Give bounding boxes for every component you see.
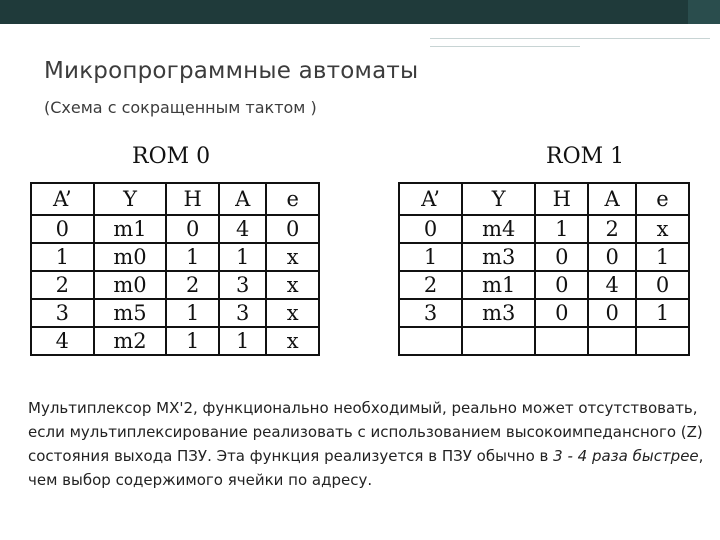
table-cell: 1 xyxy=(166,243,219,271)
table-cell: x xyxy=(266,243,319,271)
table-cell: 0 xyxy=(266,215,319,243)
table-cell: 1 xyxy=(399,243,462,271)
top-decorative-bar xyxy=(0,0,720,24)
table-cell: 0 xyxy=(399,215,462,243)
table-cell: 4 xyxy=(588,271,636,299)
column-header: H xyxy=(166,183,219,215)
table-cell: 1 xyxy=(219,327,266,355)
table-cell: 3 xyxy=(219,271,266,299)
paragraph-emphasis: 3 - 4 раза быстрее xyxy=(553,447,699,465)
column-header: A xyxy=(219,183,266,215)
table-cell: m0 xyxy=(94,243,167,271)
table-cell xyxy=(462,327,535,355)
table-cell: 2 xyxy=(588,215,636,243)
table-cell: m4 xyxy=(462,215,535,243)
table-row xyxy=(31,243,319,271)
table-cell: 1 xyxy=(636,299,689,327)
table-cell: 1 xyxy=(166,327,219,355)
table-row xyxy=(31,215,319,243)
decorative-rule xyxy=(430,46,580,47)
table-cell: 0 xyxy=(636,271,689,299)
table-cell: 2 xyxy=(166,271,219,299)
table-header-row xyxy=(31,183,319,215)
table-cell: m1 xyxy=(462,271,535,299)
table-cell: m3 xyxy=(462,243,535,271)
table-cell: 2 xyxy=(31,271,94,299)
column-header: Y xyxy=(94,183,167,215)
table-cell: 0 xyxy=(31,215,94,243)
table-cell: m0 xyxy=(94,271,167,299)
table-row xyxy=(399,215,689,243)
slide-subtitle: (Схема с сокращенным тактом ) xyxy=(44,98,317,117)
table-cell: m1 xyxy=(94,215,167,243)
table-cell: 4 xyxy=(31,327,94,355)
top-bar-accent xyxy=(688,0,720,24)
table-cell: 0 xyxy=(166,215,219,243)
table-cell: x xyxy=(266,271,319,299)
column-header: A xyxy=(588,183,636,215)
table-cell xyxy=(399,327,462,355)
table-cell xyxy=(535,327,588,355)
table-cell: 1 xyxy=(535,215,588,243)
table-cell xyxy=(588,327,636,355)
rom0-table xyxy=(30,182,320,356)
rom1-title: ROM 1 xyxy=(546,144,625,169)
table-cell xyxy=(636,327,689,355)
paragraph-text: , чем выбор содержимого ячейки по адресу. xyxy=(28,447,704,489)
table-row xyxy=(399,327,689,355)
table-row xyxy=(31,327,319,355)
paragraph-text: Мультиплексор MX'2, функционально необходимый, реально может отсутствовать, если мультиплексирование реализовать с использованием высокоимпедансного (Z) состояния выхода ПЗУ. Эта функция реализуется в ПЗУ обычно в xyxy=(28,399,703,465)
column-header: Y xyxy=(462,183,535,215)
table-cell: 0 xyxy=(588,299,636,327)
table-cell: 0 xyxy=(535,299,588,327)
table-cell: 1 xyxy=(31,243,94,271)
table-cell: 4 xyxy=(219,215,266,243)
table-row xyxy=(399,243,689,271)
body-paragraph xyxy=(28,396,704,492)
table-row xyxy=(399,299,689,327)
column-header: e xyxy=(266,183,319,215)
table-cell: m5 xyxy=(94,299,167,327)
table-cell: 1 xyxy=(166,299,219,327)
table-cell: 3 xyxy=(219,299,266,327)
table-cell: 0 xyxy=(535,271,588,299)
table-cell: 3 xyxy=(31,299,94,327)
table-cell: x xyxy=(266,299,319,327)
table-row xyxy=(399,271,689,299)
column-header: H xyxy=(535,183,588,215)
table-cell: 0 xyxy=(588,243,636,271)
column-header: A’ xyxy=(31,183,94,215)
table-header-row xyxy=(399,183,689,215)
table-cell: m2 xyxy=(94,327,167,355)
rom0-title: ROM 0 xyxy=(132,144,211,169)
table-cell: 0 xyxy=(535,243,588,271)
table-cell: 2 xyxy=(399,271,462,299)
table-cell: x xyxy=(266,327,319,355)
table-row xyxy=(31,299,319,327)
table-cell: 3 xyxy=(399,299,462,327)
rom1-table xyxy=(398,182,690,356)
slide-title: Микропрограммные автоматы xyxy=(44,58,419,84)
decorative-rule xyxy=(430,38,710,39)
table-cell: x xyxy=(636,215,689,243)
table-cell: 1 xyxy=(219,243,266,271)
table-row xyxy=(31,271,319,299)
table-cell: m3 xyxy=(462,299,535,327)
column-header: e xyxy=(636,183,689,215)
column-header: A’ xyxy=(399,183,462,215)
table-cell: 1 xyxy=(636,243,689,271)
